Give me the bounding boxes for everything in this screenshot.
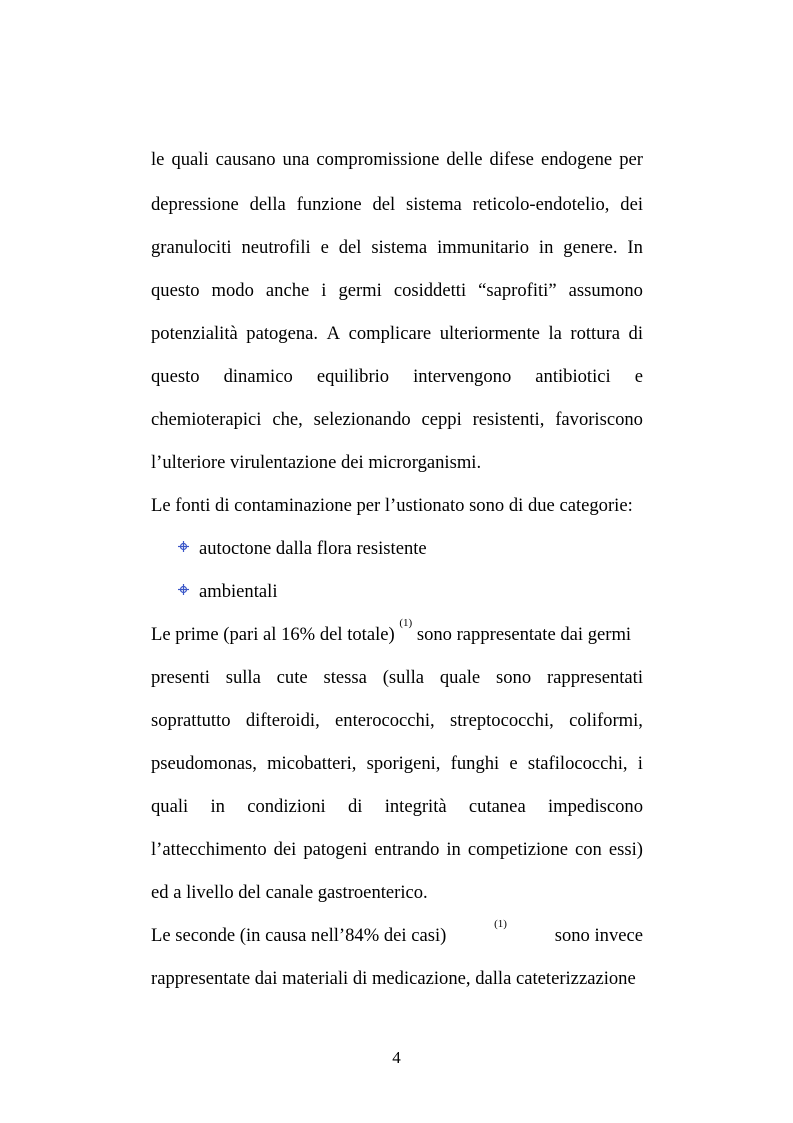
- list-item: [178, 537, 427, 561]
- word: sistema: [371, 237, 428, 258]
- word: in: [446, 839, 461, 860]
- word: di: [347, 796, 363, 817]
- word: difteroidi,: [245, 710, 320, 731]
- word: con: [575, 839, 602, 860]
- text-line: [151, 193, 643, 217]
- word: (sulla: [382, 667, 425, 688]
- word: neutrofili: [241, 237, 311, 258]
- word: e: [509, 753, 518, 774]
- word: e: [634, 366, 643, 387]
- word: coliformi,: [569, 710, 643, 731]
- text-line: [151, 279, 643, 303]
- word: l’attecchimento: [151, 839, 267, 860]
- word: sono: [495, 667, 532, 688]
- word: una: [282, 149, 310, 170]
- word: endogene: [540, 149, 613, 170]
- word: presenti: [151, 667, 210, 688]
- word: enterococchi,: [335, 710, 435, 731]
- word: cosiddetti: [393, 280, 467, 301]
- crosshair-bullet-icon: [178, 580, 190, 604]
- word: condizioni: [247, 796, 326, 817]
- word: entrando: [374, 839, 440, 860]
- text-segment: Le seconde (in causa nell’84% dei casi): [151, 925, 447, 946]
- word: compromissione: [316, 149, 440, 170]
- word: funzione: [296, 194, 362, 215]
- word: anche: [265, 280, 310, 301]
- word: difese: [489, 149, 534, 170]
- word: funghi: [450, 753, 500, 774]
- word: chemioterapici: [151, 409, 262, 430]
- list-item-text: ambientali: [199, 581, 278, 602]
- word: dei: [620, 194, 643, 215]
- page-number: 4: [392, 1048, 401, 1067]
- text-line: [151, 617, 643, 647]
- word: sulla: [225, 667, 261, 688]
- word: i: [321, 280, 327, 301]
- word: soprattutto: [151, 710, 231, 731]
- word: quali: [151, 796, 189, 817]
- word: potenzialità: [151, 323, 238, 344]
- text-line: [151, 148, 643, 172]
- word: integrità: [384, 796, 447, 817]
- word: pseudomonas,: [151, 753, 257, 774]
- word: modo: [211, 280, 254, 301]
- word: micobatteri,: [267, 753, 357, 774]
- text-line: [151, 408, 643, 432]
- word: che,: [272, 409, 303, 430]
- word: del: [372, 194, 396, 215]
- text-line: [151, 838, 643, 862]
- word: patogena.: [246, 323, 319, 344]
- word: essi): [608, 839, 643, 860]
- text-line: [151, 236, 643, 260]
- word: intervengono: [413, 366, 512, 387]
- text-line: [151, 918, 643, 948]
- word: competizione: [467, 839, 569, 860]
- word: immunitario: [437, 237, 529, 258]
- reference-marker: (1): [399, 617, 413, 629]
- word: e: [320, 237, 329, 258]
- text-line: [151, 752, 643, 776]
- text-line: [151, 666, 643, 690]
- word: selezionando: [313, 409, 411, 430]
- word: rottura: [570, 323, 620, 344]
- text-segment: sono invece: [554, 925, 643, 946]
- word: patogeni: [303, 839, 368, 860]
- word: “saprofiti”: [478, 280, 557, 301]
- word: la: [548, 323, 562, 344]
- word: streptococchi,: [450, 710, 554, 731]
- text-line: rappresentate dai materiali di medicazione, dalla cateterizzazione: [151, 968, 636, 989]
- word: sistema: [406, 194, 462, 215]
- text-line: [151, 365, 643, 389]
- word: depressione: [151, 194, 239, 215]
- word: complicare: [348, 323, 432, 344]
- text-line: l’ulteriore virulentazione dei microrganismi.: [151, 452, 482, 473]
- word: della: [249, 194, 286, 215]
- word: per: [619, 149, 643, 170]
- word: sporigeni,: [366, 753, 441, 774]
- word: questo: [151, 280, 200, 301]
- word: granulociti: [151, 237, 232, 258]
- word: le: [151, 149, 165, 170]
- word: quali: [171, 149, 209, 170]
- list-item: [178, 580, 277, 604]
- text-line: [151, 709, 643, 733]
- word: i: [637, 753, 643, 774]
- word: delle: [446, 149, 483, 170]
- word: stafilococchi,: [527, 753, 628, 774]
- text-line: ed a livello del canale gastroenterico.: [151, 882, 428, 903]
- word: ceppi: [421, 409, 462, 430]
- word: rappresentati: [546, 667, 643, 688]
- word: antibiotici: [535, 366, 611, 387]
- word: impediscono: [547, 796, 643, 817]
- word: A: [326, 323, 341, 344]
- list-item-text: autoctone dalla flora resistente: [199, 538, 427, 559]
- word: dei: [273, 839, 297, 860]
- word: In: [627, 237, 643, 258]
- word: reticolo-endotelio,: [472, 194, 610, 215]
- word: causano: [215, 149, 276, 170]
- word: cutanea: [468, 796, 526, 817]
- word: del: [338, 237, 362, 258]
- crosshair-bullet-icon: [178, 537, 190, 561]
- text-line: [151, 795, 643, 819]
- word: favoriscono: [555, 409, 643, 430]
- word: equilibrio: [316, 366, 390, 387]
- reference-marker: (1): [494, 918, 507, 930]
- word: germi: [338, 280, 382, 301]
- word: resistenti,: [472, 409, 545, 430]
- word: cute: [276, 667, 308, 688]
- word: in: [210, 796, 225, 817]
- word: quale: [439, 667, 481, 688]
- word: in: [538, 237, 554, 258]
- text-line: [151, 322, 643, 346]
- word: questo: [151, 366, 200, 387]
- word: genere.: [563, 237, 618, 258]
- text-segment: Le prime (pari al 16% del totale): [151, 624, 395, 645]
- text-line: Le fonti di contaminazione per l’ustionato sono di due categorie:: [151, 495, 633, 516]
- text-segment: sono rappresentate dai germi: [416, 624, 632, 645]
- word: di: [628, 323, 643, 344]
- word: ulteriormente: [439, 323, 540, 344]
- word: assumono: [568, 280, 643, 301]
- word: stessa: [323, 667, 367, 688]
- word: dinamico: [223, 366, 293, 387]
